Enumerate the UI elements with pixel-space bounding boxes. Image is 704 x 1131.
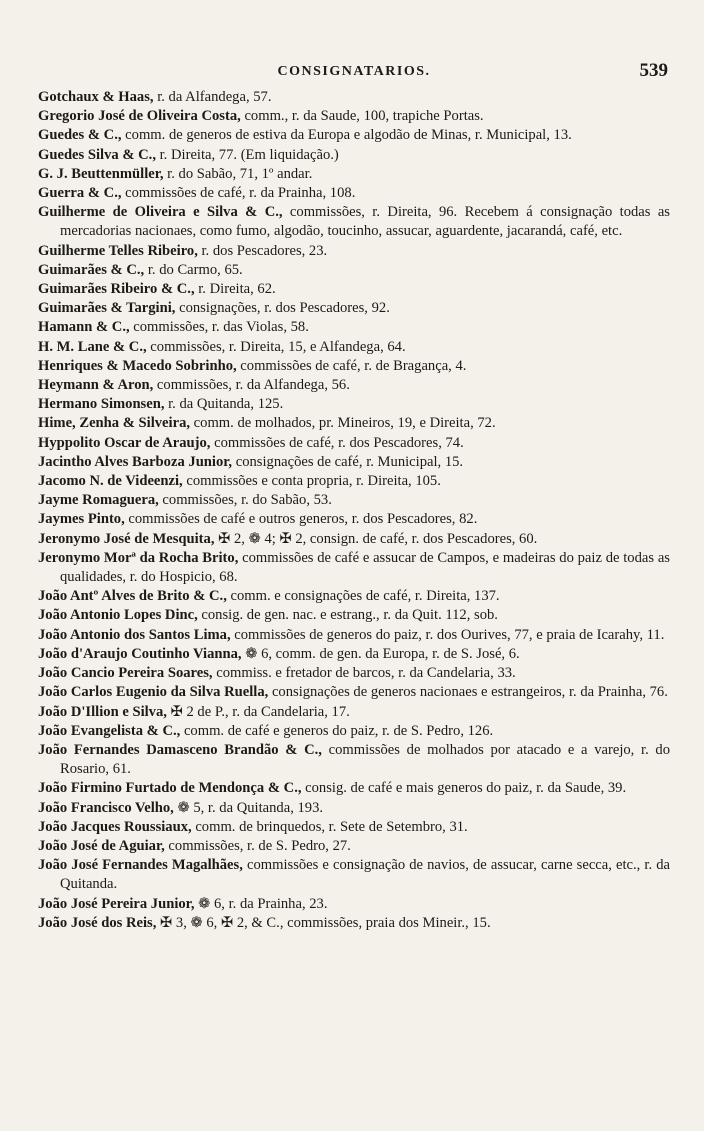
list-item xyxy=(38,338,670,357)
list-item xyxy=(38,88,670,107)
entry-details: comm., r. da Saude, 100, trapiche Portas. xyxy=(240,108,484,125)
list-item xyxy=(38,722,670,741)
entry-name: Jaymes Pinto, xyxy=(38,511,125,528)
entry-details: consig. de café e mais generos do paiz, r. da Saude, 39. xyxy=(301,780,627,797)
list-item xyxy=(38,645,670,664)
entry-details: ❁ 5, r. da Quitanda, 193. xyxy=(173,799,324,816)
entry-details: consig. de gen. nac. e estrang., r. da Quit. 112, sob. xyxy=(197,607,498,624)
list-item xyxy=(38,914,670,933)
entry-name: João Carlos Eugenio da Silva Ruella, xyxy=(38,684,269,701)
entry-details: commissões, r. das Violas, 58. xyxy=(129,319,309,336)
entry-name: Jeronymo José de Mesquita, xyxy=(38,530,215,547)
list-item xyxy=(38,606,670,625)
entry-details: r. do Sabão, 71, 1º andar. xyxy=(163,165,313,182)
entry-details: commissões, r. Direita, 15, e Alfandega, 64. xyxy=(146,338,406,355)
entry-name: João Firmino Furtado de Mendonça & C., xyxy=(38,780,302,797)
list-item xyxy=(38,165,670,184)
list-item xyxy=(38,530,670,549)
entry-name: G. J. Beuttenmüller, xyxy=(38,165,164,182)
entry-name: João d'Araujo Coutinho Vianna, xyxy=(38,645,242,662)
entry-details: comm. de generos de estiva da Europa e algodão de Minas, r. Municipal, 13. xyxy=(121,127,572,144)
entry-details: commissões de molhados por atacado e a varejo, r. do Rosario, 61. xyxy=(60,741,670,778)
entry-details: ❁ 6, r. da Prainha, 23. xyxy=(194,895,328,912)
entry-name: João D'Illion e Silva, xyxy=(38,703,167,720)
list-item xyxy=(38,318,670,337)
list-item xyxy=(38,818,670,837)
list-item xyxy=(38,184,670,203)
entry-name: Heymann & Aron, xyxy=(38,377,154,394)
entry-name: João Evangelista & C., xyxy=(38,722,181,739)
entry-details: r. Direita, 62. xyxy=(194,281,276,298)
entry-details: commissões, r. Direita, 96. Recebem á consignação todas as mercadorias nacionaes, como fumo, algodão, toucinho, assucar, aguardente, jacarandá, café, etc. xyxy=(60,204,670,240)
entry-name: João Fernandes Damasceno Brandão & C., xyxy=(38,741,322,758)
entry-details: commissões, r. do Sabão, 53. xyxy=(158,492,332,509)
entry-details: commissões e conta propria, r. Direita, 105. xyxy=(182,473,441,490)
entry-name: Jayme Romaguera, xyxy=(38,492,159,509)
list-item xyxy=(38,261,670,280)
entry-name: Guedes Silva & C., xyxy=(38,146,156,163)
entry-name: Hime, Zenha & Silveira, xyxy=(38,415,191,432)
list-item xyxy=(38,453,670,472)
entry-name: João Francisco Velho, xyxy=(38,799,174,816)
entry-details: ✠ 3, ❁ 6, ✠ 2, & C., commissões, praia dos Mineir., 15. xyxy=(156,914,491,931)
entry-details: commissões de café, r. da Prainha, 108. xyxy=(121,185,356,202)
list-item xyxy=(38,472,670,491)
entry-name: Henriques & Macedo Sobrinho, xyxy=(38,357,237,374)
entry-name: Jeronymo Morª da Rocha Brito, xyxy=(38,549,239,566)
list-item xyxy=(38,299,670,318)
entry-name: Gotchaux & Haas, xyxy=(38,89,154,105)
entry-name: Gregorio José de Oliveira Costa, xyxy=(38,108,241,125)
entry-details: commissões e consignação de navios, de assucar, carne secca, etc., r. da Quitanda. xyxy=(60,857,671,893)
list-item xyxy=(38,626,670,645)
page-number: 539 xyxy=(639,60,668,81)
entry-details: r. dos Pescadores, 23. xyxy=(197,242,328,259)
entry-details: commissões de café e outros generos, r. dos Pescadores, 82. xyxy=(124,511,478,528)
entry-details: commissões de café, r. dos Pescadores, 74. xyxy=(210,434,464,451)
entry-details: ✠ 2 de P., r. da Candelaria, 17. xyxy=(166,703,350,720)
list-item xyxy=(38,837,670,856)
entry-name: João Antonio Lopes Dinc, xyxy=(38,607,198,624)
entry-name: Hamann & C., xyxy=(38,319,130,336)
entry-name: Hyppolito Oscar de Araujo, xyxy=(38,434,211,451)
list-item xyxy=(38,414,670,433)
list-item xyxy=(38,395,670,414)
list-item xyxy=(38,242,670,261)
entry-details: r. da Quitanda, 125. xyxy=(164,396,284,413)
page-header xyxy=(38,58,670,88)
list-item xyxy=(38,703,670,722)
entry-details: commiss. e fretador de barcos, r. da Candelaria, 33. xyxy=(212,665,516,682)
list-item xyxy=(38,280,670,299)
list-item xyxy=(38,799,670,818)
entry-details: r. Direita, 77. (Em liquidação.) xyxy=(155,146,339,163)
list-item xyxy=(38,856,670,894)
entry-details: consignações de generos nacionaes e estrangeiros, r. da Prainha, 76. xyxy=(268,684,668,701)
list-item xyxy=(38,895,670,914)
entry-name: Guerra & C., xyxy=(38,185,122,202)
entry-details: commissões de café e assucar de Campos, e madeiras do paiz de todas as qualidades, r. do Hospicio, 68. xyxy=(60,549,670,586)
entry-details: r. da Alfandega, 57. xyxy=(153,89,272,105)
entry-name: Guilherme Telles Ribeiro, xyxy=(38,242,198,259)
entry-name: Guimarães & Targini, xyxy=(38,300,176,317)
list-item xyxy=(38,434,670,453)
entry-details: commissões de café, r. de Bragança, 4. xyxy=(236,357,467,374)
entry-name: Hermano Simonsen, xyxy=(38,396,165,413)
entry-details: comm. de molhados, pr. Mineiros, 19, e Direita, 72. xyxy=(190,415,496,432)
entry-name: Jacintho Alves Barboza Junior, xyxy=(38,453,233,470)
entry-details: comm. de brinquedos, r. Sete de Setembro, 31. xyxy=(191,818,468,835)
entry-name: Guilherme de Oliveira e Silva & C., xyxy=(38,204,283,221)
consignee-list xyxy=(38,88,670,933)
entry-name: Guedes & C., xyxy=(38,127,122,144)
list-item xyxy=(38,683,670,702)
list-item xyxy=(38,587,670,606)
entry-name: João Antº Alves de Brito & C., xyxy=(38,588,227,605)
entry-name: João Cancio Pereira Soares, xyxy=(38,665,213,682)
list-item xyxy=(38,126,670,145)
entry-details: commissões, r. de S. Pedro, 27. xyxy=(164,837,351,854)
list-item xyxy=(38,357,670,376)
entry-name: Guimarães & C., xyxy=(38,261,145,278)
entry-details: comm. e consignações de café, r. Direita, 137. xyxy=(226,588,500,605)
entry-details: consignações de café, r. Municipal, 15. xyxy=(232,453,464,470)
entry-name: João José Pereira Junior, xyxy=(38,895,195,912)
entry-details: consignações, r. dos Pescadores, 92. xyxy=(175,300,390,317)
entry-details: ✠ 2, ❁ 4; ✠ 2, consign. de café, r. dos Pescadores, 60. xyxy=(214,530,538,547)
list-item xyxy=(38,107,670,126)
running-title: CONSIGNATARIOS. xyxy=(277,64,431,79)
entry-details: r. do Carmo, 65. xyxy=(144,261,243,278)
entry-details: ❁ 6, comm. de gen. da Europa, r. de S. José, 6. xyxy=(241,645,520,662)
list-item xyxy=(38,741,670,779)
entry-name: Jacomo N. de Videenzi, xyxy=(38,473,183,490)
list-item xyxy=(38,146,670,165)
list-item xyxy=(38,779,670,798)
list-item xyxy=(38,203,670,241)
entry-name: João José dos Reis, xyxy=(38,914,157,931)
entry-details: comm. de café e generos do paiz, r. de S. Pedro, 126. xyxy=(180,722,494,739)
list-item xyxy=(38,491,670,510)
entry-name: João José de Aguiar, xyxy=(38,837,165,854)
entry-details: commissões, r. da Alfandega, 56. xyxy=(153,377,350,394)
entry-name: Guimarães Ribeiro & C., xyxy=(38,281,195,298)
entry-name: João José Fernandes Magalhães, xyxy=(38,857,243,874)
list-item xyxy=(38,549,670,587)
list-item xyxy=(38,510,670,529)
entry-name: João Jacques Roussiaux, xyxy=(38,818,192,835)
entry-details: commissões de generos do paiz, r. dos Ourives, 77, e praia de Icarahy, 11. xyxy=(230,626,665,643)
list-item xyxy=(38,664,670,683)
list-item xyxy=(38,376,670,395)
entry-name: João Antonio dos Santos Lima, xyxy=(38,626,231,643)
entry-name: H. M. Lane & C., xyxy=(38,338,147,355)
